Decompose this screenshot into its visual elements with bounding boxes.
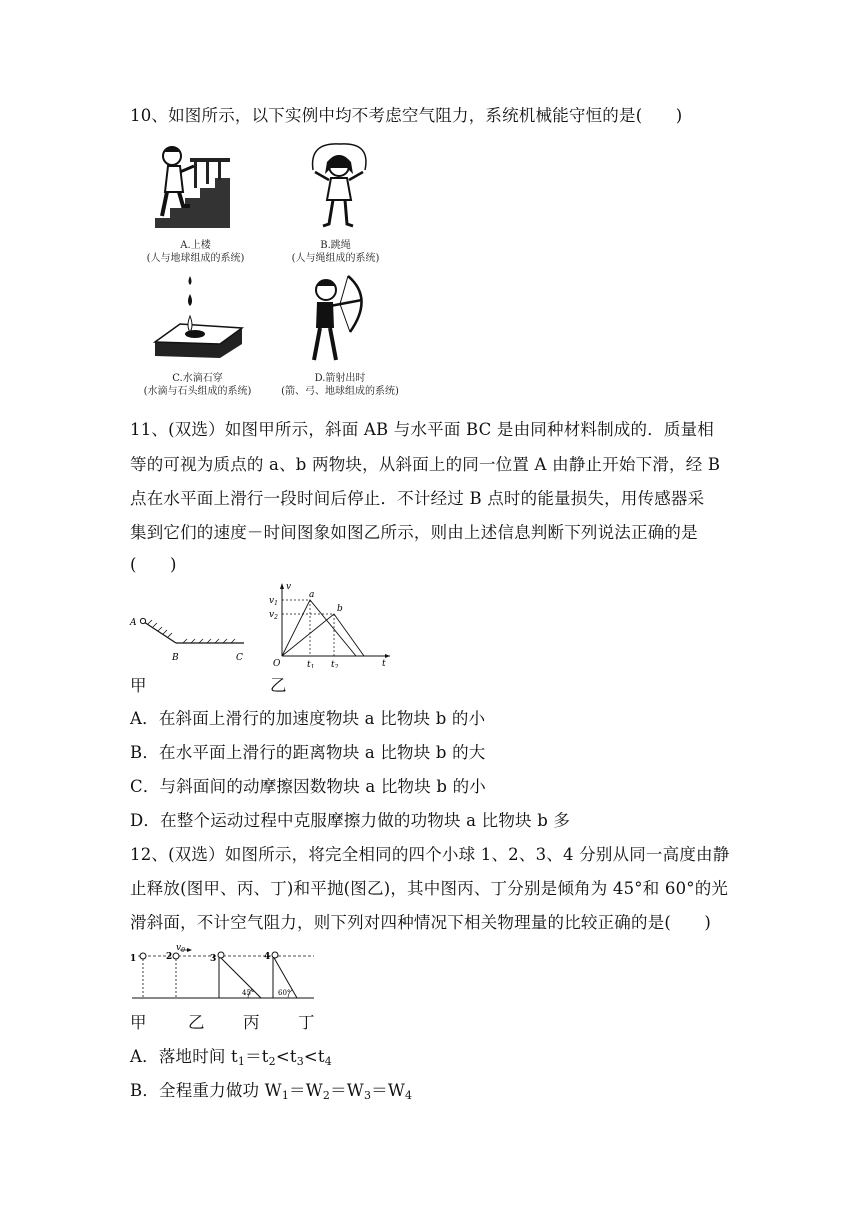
svg-text:2: 2 bbox=[166, 952, 173, 962]
point-b-label: B bbox=[172, 653, 179, 663]
point-c-label: C bbox=[236, 653, 243, 663]
stairs-person-image bbox=[150, 140, 250, 238]
q10-caption-a: A.上楼 (人与地球组成的系统) bbox=[146, 240, 245, 264]
q10-caption-d: D.箭射出时 (箭、弓、地球组成的系统) bbox=[281, 373, 399, 397]
q11-line-4: 集到它们的速度－时间图象如图乙所示，则由上述信息判断下列说法正确的是 bbox=[130, 523, 698, 542]
q12-line-1: 12、(双选）如图所示，将完全相同的四个小球 1、2、3、4 分别从同一高度由静 bbox=[130, 845, 730, 864]
svg-text:t1: $t_1$ bbox=[307, 660, 315, 668]
q11-line-1: 11、(双选）如图甲所示，斜面 AB 与水平面 BC 是由同种材料制成的．质量相 bbox=[130, 420, 715, 439]
q11-option-b: B．在水平面上滑行的距离物块 a 比物块 b 的大 bbox=[130, 743, 486, 762]
q12-label-bing: 丙 bbox=[243, 1013, 260, 1032]
svg-text:60°: 60° bbox=[278, 989, 291, 997]
svg-text:3: 3 bbox=[210, 954, 217, 964]
svg-text:v1: $v_1$ bbox=[269, 596, 278, 607]
four-balls-diagram bbox=[128, 942, 318, 1004]
q11-option-c: C．与斜面间的动摩擦因数物块 a 比物块 b 的小 bbox=[130, 777, 487, 796]
v-axis-label: v bbox=[286, 582, 292, 592]
curve-b-label: b bbox=[337, 604, 343, 614]
origin-label: O bbox=[273, 659, 281, 668]
point-a-label: A bbox=[130, 618, 137, 628]
t-axis-label: t bbox=[382, 659, 386, 668]
q12-label-jia: 甲 bbox=[130, 1013, 147, 1032]
q12-label-ding: 丁 bbox=[298, 1013, 315, 1032]
svg-text:45°: 45° bbox=[242, 989, 255, 997]
q10-caption-c: C.水滴石穿 (水滴与石头组成的系统) bbox=[143, 373, 252, 397]
q10-caption-b: B.跳绳 (人与绳组成的系统) bbox=[291, 240, 380, 264]
jump-rope-girl-image bbox=[305, 140, 375, 238]
q12-line-2: 止释放(图甲、丙、丁)和平抛(图乙)，其中图丙、丁分别是倾角为 45°和 60°的光 bbox=[130, 879, 729, 898]
svg-text:1: 1 bbox=[130, 954, 137, 964]
curve-a-label: a bbox=[309, 590, 315, 600]
q10-stem: 10、如图所示，以下实例中均不考虑空气阻力，系统机械能守恒的是( ) bbox=[130, 106, 683, 125]
water-drop-stone-image bbox=[150, 272, 245, 362]
q11-label-yi: 乙 bbox=[270, 676, 287, 695]
q11-option-d: D．在整个运动过程中克服摩擦力做的功物块 a 比物块 b 多 bbox=[130, 811, 571, 830]
q12-option-a: A．落地时间 $t_1=t_2<t_3<t_4$ bbox=[130, 1047, 332, 1068]
incline-diagram bbox=[128, 610, 248, 666]
svg-text:v2: $v_2$ bbox=[269, 610, 278, 621]
svg-text:v0: $v_0$ bbox=[176, 943, 185, 954]
q12-label-yi: 乙 bbox=[188, 1013, 205, 1032]
q12-line-3: 滑斜面，不计空气阻力，则下列对四种情况下相关物理量的比较正确的是( ) bbox=[130, 913, 712, 932]
svg-text:4: 4 bbox=[264, 952, 271, 962]
q11-line-5: ( ) bbox=[130, 555, 177, 574]
q11-line-2: 等的可视为质点的 a、b 两物块，从斜面上的同一位置 A 由静止开始下滑，经 B bbox=[130, 455, 721, 474]
velocity-time-graph bbox=[266, 578, 396, 668]
svg-text:t2: $t_2$ bbox=[331, 660, 339, 668]
q12-option-b: B．全程重力做功 $W_1=W_2=W_3=W_4$ bbox=[130, 1081, 413, 1102]
q11-label-jia: 甲 bbox=[130, 676, 147, 695]
q11-line-3: 点在水平面上滑行一段时间后停止．不计经过 B 点时的能量损失，用传感器采 bbox=[130, 489, 705, 508]
archer-image bbox=[300, 270, 375, 368]
q11-option-a: A．在斜面上滑行的加速度物块 a 比物块 b 的小 bbox=[130, 709, 486, 728]
